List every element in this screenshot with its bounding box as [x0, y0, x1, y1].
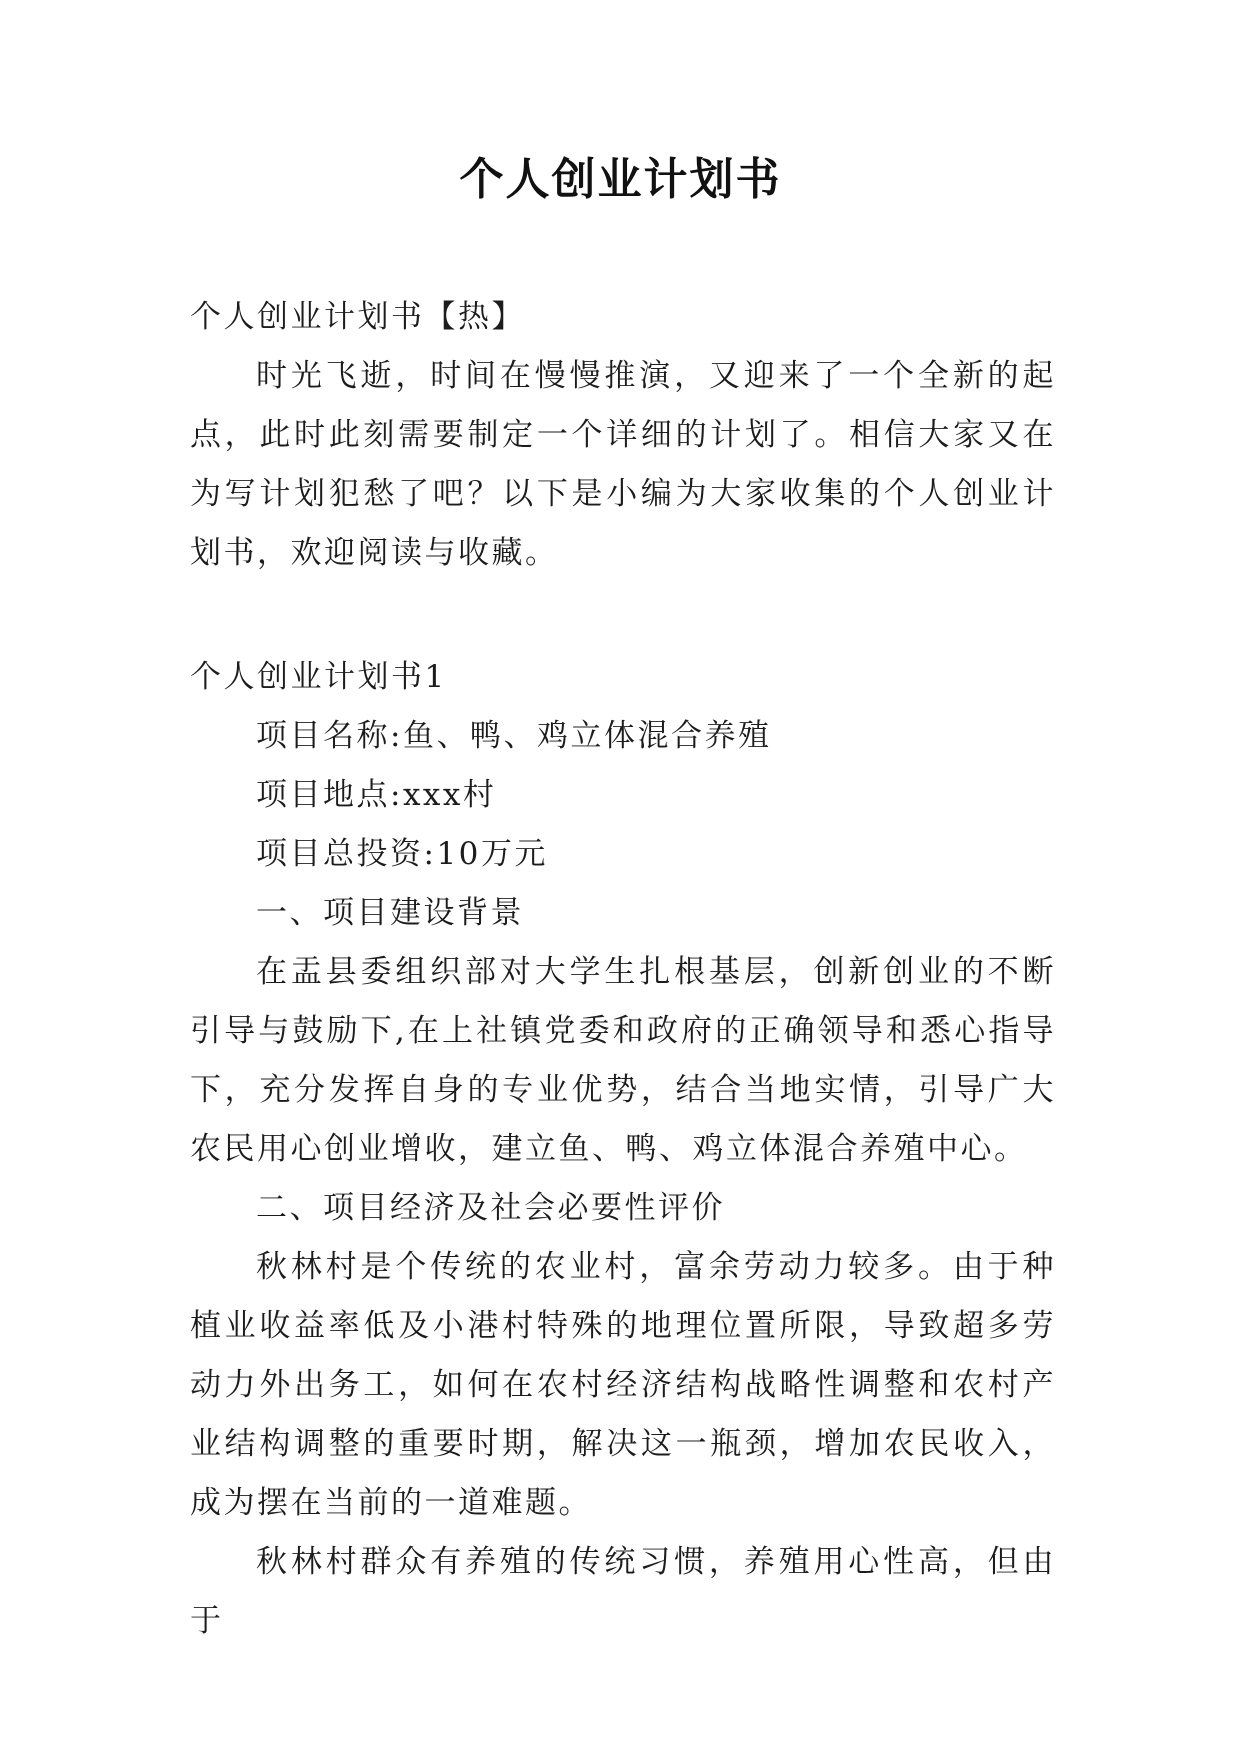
article-heading: 个人创业计划书【热】 — [190, 299, 525, 335]
background-paragraph: 在盂县委组织部对大学生扎根基层，创新创业的不断引导与鼓励下,在上社镇党委和政府的正确领导和悉心指导下，充分发挥自身的专业优势，结合当地实情，引导广大农民用心创业增收，建立鱼、鸭、鸡立体混合养殖中心。 — [190, 954, 1056, 1167]
project-investment-line: 项目总投资:10万元 — [256, 836, 548, 872]
project-name-line: 项目名称:鱼、鸭、鸡立体混合养殖 — [256, 718, 772, 754]
intro-paragraph: 时光飞逝，时间在慢慢推演，又迎来了一个全新的起点，此时此刻需要制定一个详细的计划了。相信大家又在为写计划犯愁了吧？以下是小编为大家收集的个人创业计划书，欢迎阅读与收藏。 — [190, 358, 1056, 571]
tradition-paragraph: 秋林村群众有养殖的传统习惯，养殖用心性高，但由于 — [190, 1544, 1056, 1639]
section-heading-plan-1: 个人创业计划书1 — [190, 659, 447, 695]
project-location-line: 项目地点:xxx村 — [256, 777, 497, 813]
document-body — [190, 288, 1056, 1651]
document-title: 个人创业计划书 — [459, 154, 782, 205]
subheading-background: 一、项目建设背景 — [256, 895, 524, 931]
evaluation-paragraph: 秋林村是个传统的农业村，富余劳动力较多。由于种植业收益率低及小港村特殊的地理位置所限，导致超多劳动力外出务工，如何在农村经济结构战略性调整和农村产业结构调整的重要时期，解决这一瓶颈，增加农民收入，成为摆在当前的一道难题。 — [190, 1249, 1056, 1521]
subheading-evaluation: 二、项目经济及社会必要性评价 — [256, 1190, 725, 1226]
